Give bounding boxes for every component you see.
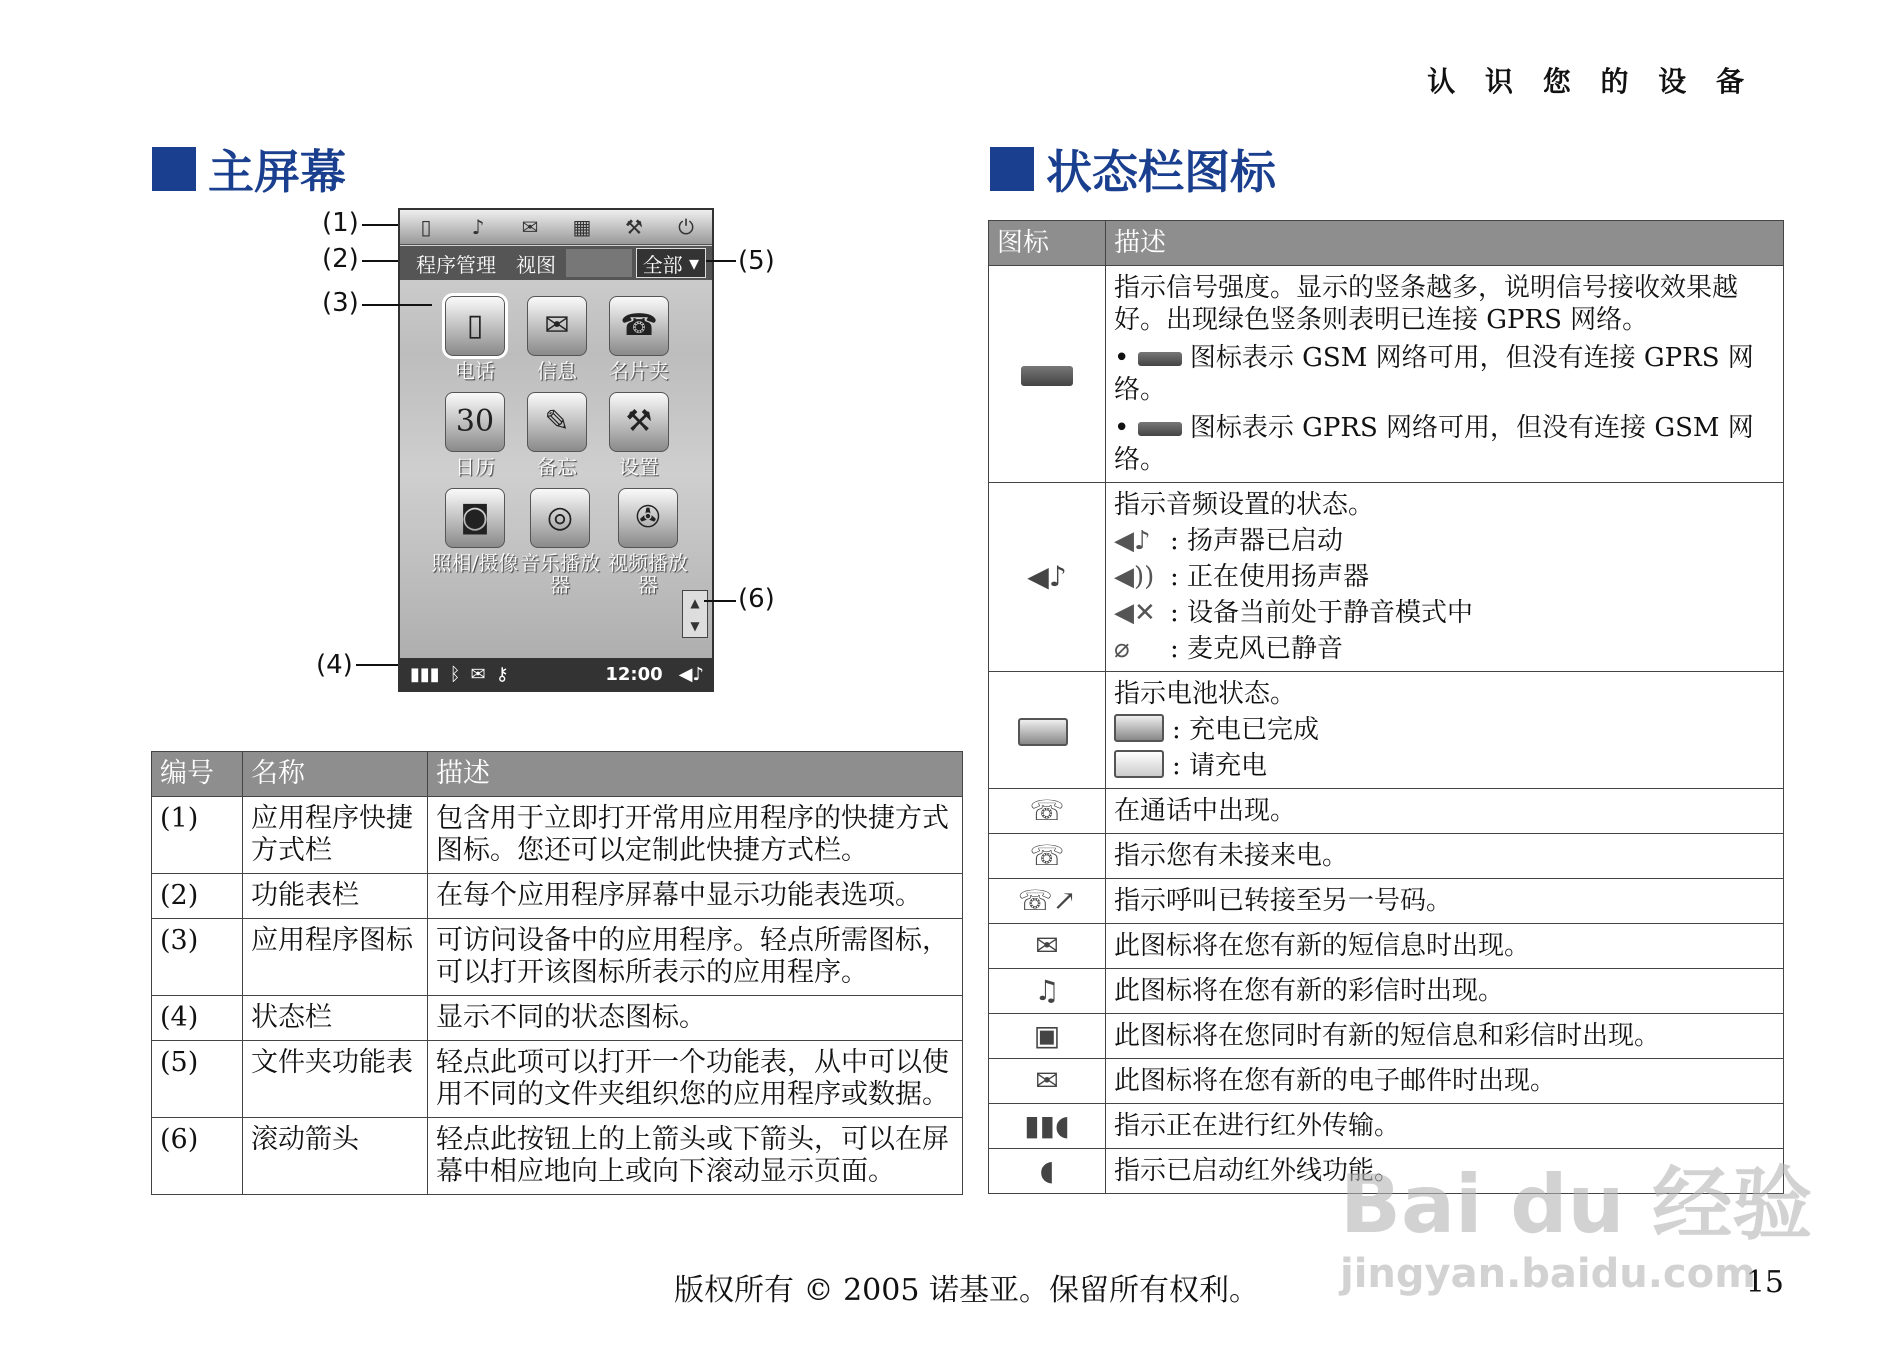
- table-row: [152, 874, 963, 919]
- chevron-down-icon: ▾: [682, 251, 699, 275]
- section-square-icon: [990, 147, 1034, 191]
- contacts-icon: ☎: [609, 296, 669, 356]
- cell-num: (2): [152, 874, 243, 919]
- item-text: : 请充电: [1172, 751, 1268, 781]
- bullet-gsm: • 图标表示 GSM 网络可用，但没有连接 GPRS 网络。: [1114, 343, 1754, 405]
- mic-muted-icon: ⌀: [1114, 634, 1130, 664]
- callout-line: [706, 260, 736, 262]
- cell-desc: 可访问设备中的应用程序。轻点所需图标，可以打开该图标所表示的应用程序。: [428, 919, 963, 996]
- callout-line: [356, 664, 398, 666]
- mail-icon: ✉: [470, 663, 486, 685]
- app-label: 名片夹: [609, 359, 669, 383]
- speaker-on-icon: ◀♪: [1114, 526, 1151, 556]
- cell-desc: 指示呼叫已转接至另一号码。: [1106, 879, 1784, 924]
- table-row: [989, 969, 1784, 1014]
- table-row: [989, 1059, 1784, 1104]
- scroll-up-icon[interactable]: ▲: [690, 595, 700, 610]
- app-notes[interactable]: [512, 392, 602, 478]
- speaker-icon: ◀♪: [678, 663, 704, 685]
- app-camera[interactable]: [420, 488, 530, 574]
- shortcut-bar[interactable]: [400, 210, 712, 245]
- signal-desc: 指示信号强度。显示的竖条越多，说明信号接收效果越好。出现绿色竖条则表明已连接 GPRS 网络。: [1114, 273, 1739, 335]
- callout-line: [362, 304, 432, 306]
- cell-desc: [1106, 672, 1784, 789]
- app-label: 音乐播放器: [520, 551, 600, 597]
- cell-num: (5): [152, 1041, 243, 1118]
- battery-item: [1114, 714, 1775, 746]
- active-call-icon: ☏: [989, 789, 1106, 834]
- bluetooth-icon: ᛒ: [449, 663, 461, 685]
- status-time: 12:00: [605, 663, 663, 685]
- table-row: [152, 996, 963, 1041]
- cell-num: (4): [152, 996, 243, 1041]
- item-text: : 设备当前处于静音模式中: [1170, 598, 1474, 628]
- battery-icon: [989, 672, 1106, 789]
- audio-desc: 指示音频设置的状态。: [1114, 490, 1375, 520]
- app-label: 备忘: [537, 455, 577, 479]
- bullet-text: 图标表示 GPRS 网络可用，但没有连接 GSM 网络。: [1114, 413, 1754, 475]
- app-phone[interactable]: [430, 296, 520, 382]
- table-row: [152, 919, 963, 996]
- page-number: 15: [1745, 1265, 1784, 1300]
- signal-strength-icon: [989, 266, 1106, 483]
- app-music-player[interactable]: [518, 488, 602, 596]
- callout-3: (3): [322, 288, 359, 318]
- cell-desc: 在每个应用程序屏幕中显示功能表选项。: [428, 874, 963, 919]
- cell-num: (3): [152, 919, 243, 996]
- table-row: [989, 834, 1784, 879]
- cell-desc: [1106, 266, 1784, 483]
- notes-icon: ✎: [527, 392, 587, 452]
- phone-icon[interactable]: ▯: [420, 215, 432, 239]
- chapter-title: 认 识 您 的 设 备: [1427, 65, 1754, 98]
- cell-num: (1): [152, 797, 243, 874]
- audio-item: [1114, 597, 1775, 629]
- battery-full-icon: [1114, 714, 1164, 742]
- item-text: : 扬声器已启动: [1170, 526, 1344, 556]
- calendar-icon: 30: [445, 392, 505, 452]
- folder-label: 全部: [642, 252, 683, 277]
- column-header: 图标: [989, 221, 1106, 266]
- settings-icon: ⚒: [609, 392, 669, 452]
- battery-desc: 指示电池状态。: [1114, 679, 1297, 709]
- cell-desc: 包含用于立即打开常用应用程序的快捷方式图标。您还可以定制此快捷方式栏。: [428, 797, 963, 874]
- music-player-icon: ◎: [530, 488, 590, 548]
- callout-6: (6): [738, 584, 775, 614]
- cell-num: (6): [152, 1118, 243, 1195]
- cell-desc: 指示您有未接来电。: [1106, 834, 1784, 879]
- footer-copyright: 版权所有 © 2005 诺基亚。保留所有权利。: [674, 1273, 1259, 1308]
- table-header-row: [152, 752, 963, 797]
- app-settings[interactable]: [594, 392, 684, 478]
- column-header: 编号: [152, 752, 243, 797]
- signal-icon: ▮▮▮: [410, 663, 440, 685]
- cell-desc: 指示正在进行红外传输。: [1106, 1104, 1784, 1149]
- table-row: [989, 483, 1784, 672]
- cell-desc: 此图标将在您同时有新的短信息和彩信时出现。: [1106, 1014, 1784, 1059]
- phone-icon: ▯: [445, 296, 505, 356]
- cell-desc: 此图标将在您有新的电子邮件时出现。: [1106, 1059, 1784, 1104]
- missed-call-icon: ☏: [989, 834, 1106, 879]
- menu-text[interactable]: 程序管理 视图: [416, 252, 556, 277]
- cell-name: 状态栏: [243, 996, 428, 1041]
- table-row: [989, 924, 1784, 969]
- gsm-signal-icon: [1138, 352, 1182, 366]
- message-icon: ✉: [527, 296, 587, 356]
- scroll-down-icon[interactable]: ▼: [690, 618, 700, 633]
- callout-line: [362, 224, 398, 226]
- settings-icon[interactable]: ⚒: [625, 215, 643, 239]
- menu-blank: [566, 249, 632, 277]
- menu-bar[interactable]: [400, 246, 712, 280]
- home-screen-table: [151, 751, 963, 1195]
- table-row: [989, 1014, 1784, 1059]
- speaker-active-icon: ◀)): [1114, 562, 1155, 592]
- calendar-icon[interactable]: ▦: [572, 215, 592, 239]
- bullet-gprs: • 图标表示 GPRS 网络可用，但没有连接 GSM 网络。: [1114, 413, 1754, 475]
- callout-5: (5): [738, 246, 775, 276]
- mms-icon: ♫: [989, 969, 1106, 1014]
- app-messages[interactable]: [512, 296, 602, 382]
- cell-desc: 指示已启动红外线功能。: [1106, 1149, 1784, 1194]
- table-row: [989, 879, 1784, 924]
- table-row: [989, 789, 1784, 834]
- callout-4: (4): [316, 650, 353, 680]
- key-icon: ⚷: [495, 663, 509, 685]
- status-icons-table: [988, 220, 1784, 1194]
- status-bar: [400, 658, 712, 690]
- cell-name: 滚动箭头: [243, 1118, 428, 1195]
- audio-icon: ◀♪: [989, 483, 1106, 672]
- battery-item: [1114, 750, 1775, 782]
- mail-icon[interactable]: ✉: [521, 215, 539, 239]
- watermark: [1340, 1140, 1812, 1297]
- call-forward-icon: ☏↗: [989, 879, 1106, 924]
- watermark-brand: Bai du 经验: [1340, 1158, 1813, 1251]
- scroll-arrows[interactable]: [682, 590, 708, 638]
- item-text: : 充电已完成: [1172, 715, 1320, 745]
- music-icon[interactable]: ♪: [471, 215, 485, 239]
- table-row: [989, 266, 1784, 483]
- sms-mms-icon: ▣: [989, 1014, 1106, 1059]
- callout-2: (2): [322, 244, 359, 274]
- cell-desc: 显示不同的状态图标。: [428, 996, 963, 1041]
- table-header-row: [989, 221, 1784, 266]
- app-contacts[interactable]: [594, 296, 684, 382]
- table-row: [989, 672, 1784, 789]
- audio-item: [1114, 633, 1775, 665]
- app-calendar[interactable]: [430, 392, 520, 478]
- cell-desc: [1106, 483, 1784, 672]
- column-header: 名称: [243, 752, 428, 797]
- folder-menu-button[interactable]: [636, 248, 706, 278]
- watermark-url: jingyan.baidu.com: [1340, 1251, 1756, 1297]
- section-title-text: 状态栏图标: [1046, 145, 1276, 199]
- cell-name: 应用程序图标: [243, 919, 428, 996]
- video-player-icon: ✇: [618, 488, 678, 548]
- cell-desc: 此图标将在您有新的彩信时出现。: [1106, 969, 1784, 1014]
- app-label: 信息: [537, 359, 577, 383]
- table-row: [152, 1118, 963, 1195]
- column-header: 描述: [428, 752, 963, 797]
- callout-line: [362, 260, 398, 262]
- infrared-transfer-icon: ▮▮◖: [989, 1104, 1106, 1149]
- power-icon[interactable]: ⏻: [678, 215, 694, 239]
- cell-name: 文件夹功能表: [243, 1041, 428, 1118]
- table-row: [152, 797, 963, 874]
- gprs-signal-icon: [1138, 422, 1182, 436]
- infrared-on-icon: ◖: [989, 1149, 1106, 1194]
- table-row: [152, 1041, 963, 1118]
- audio-item: [1114, 525, 1775, 557]
- cell-desc: 轻点此按钮上的上箭头或下箭头，可以在屏幕中相应地向上或向下滚动显示页面。: [428, 1118, 963, 1195]
- camera-icon: ◙: [445, 488, 505, 548]
- cell-name: 功能表栏: [243, 874, 428, 919]
- app-label: 电话: [455, 359, 495, 383]
- cell-name: 应用程序快捷方式栏: [243, 797, 428, 874]
- app-label: 设置: [619, 455, 659, 479]
- sms-icon: ✉: [989, 924, 1106, 969]
- cell-desc: 轻点此项可以打开一个功能表，从中可以使用不同的文件夹组织您的应用程序或数据。: [428, 1041, 963, 1118]
- phone-screenshot: [398, 208, 714, 692]
- battery-low-icon: [1114, 750, 1164, 778]
- bullet-text: 图标表示 GSM 网络可用，但没有连接 GPRS 网络。: [1114, 343, 1754, 405]
- app-label: 日历: [455, 455, 495, 479]
- callout-1: (1): [322, 208, 359, 238]
- email-icon: ✉: [989, 1059, 1106, 1104]
- audio-item: [1114, 561, 1775, 593]
- mute-icon: ◀✕: [1114, 598, 1156, 628]
- item-text: : 正在使用扬声器: [1170, 562, 1370, 592]
- column-header: 描述: [1106, 221, 1784, 266]
- section-title-status-icons: [990, 136, 1276, 202]
- item-text: : 麦克风已静音: [1170, 634, 1344, 664]
- section-square-icon: [152, 147, 196, 191]
- section-title-home-screen: [152, 136, 346, 202]
- section-title-text: 主屏幕: [208, 145, 346, 199]
- app-video-player[interactable]: [606, 488, 690, 596]
- app-label: 照相/摄像: [431, 551, 519, 575]
- cell-desc: 此图标将在您有新的短信息时出现。: [1106, 924, 1784, 969]
- cell-desc: 在通话中出现。: [1106, 789, 1784, 834]
- app-label: 视频播放器: [608, 551, 688, 597]
- callout-line: [704, 600, 736, 602]
